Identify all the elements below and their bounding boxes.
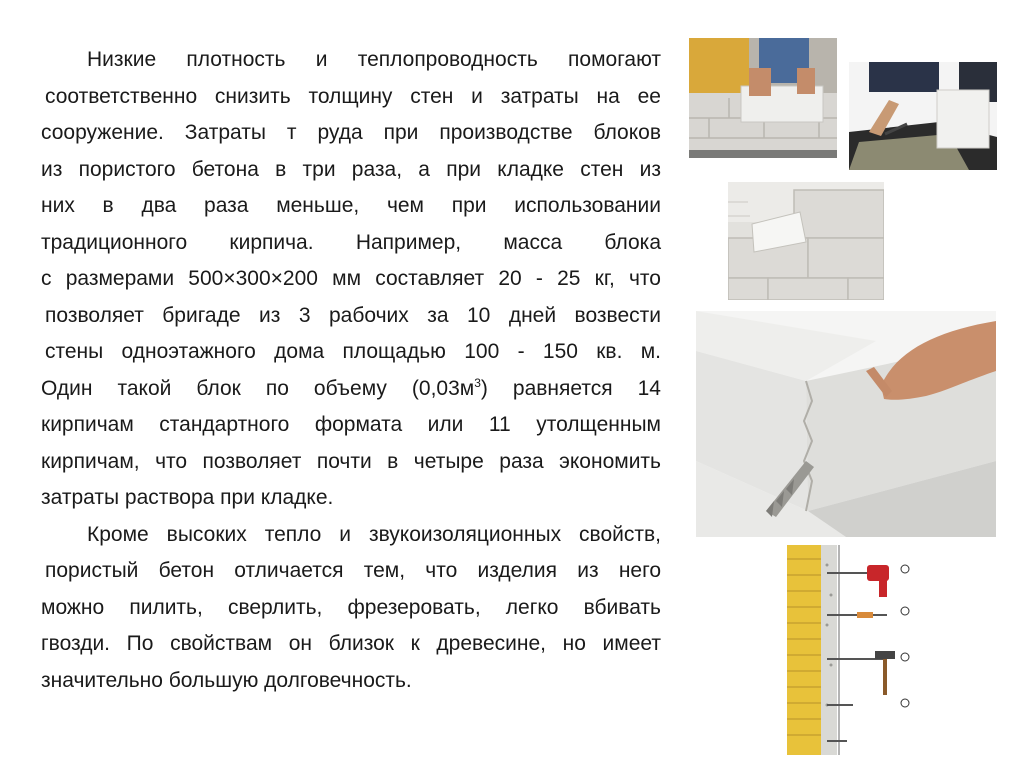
text-line: можно пилить, сверлить, фрезеровать, легко вбивать	[41, 595, 661, 619]
text-line: из пористого бетона в три раза, а при кладке стен из	[41, 157, 661, 181]
text-line: кирпичам стандартного формата или 11 утолщенным	[41, 413, 661, 436]
text-line: кирпичам, что позволяет почти в четыре раза экономить	[41, 449, 661, 473]
text-line: сооружение. Затраты т руда при производстве блоков	[41, 121, 661, 144]
block-wall-photo	[728, 182, 884, 300]
text-line: гвозди. По свойствам он близок к древесине, но имеет	[41, 632, 661, 655]
text-line: Один такой блок по объему $(0,03м^3)$ равняется 14	[41, 375, 661, 400]
text-line: стены одноэтажного дома площадью 100 - 150 кв. м.	[45, 340, 661, 363]
fastening-diagram-drill-hammer	[787, 545, 915, 755]
hand-placing-block-photo	[696, 311, 996, 537]
bricklayer-laying-block-photo	[689, 38, 837, 158]
text-line: них в два раза меньше, чем при использовании	[41, 194, 661, 217]
main-text	[41, 42, 661, 699]
text-line: соответственно снизить толщину стен и затраты на ее	[45, 84, 661, 108]
spreading-mortar-photo	[849, 62, 997, 170]
text-line: Низкие плотность и теплопроводность помогают	[87, 48, 661, 71]
text-line: затраты раствора при кладке.	[41, 486, 334, 509]
text-line: Кроме высоких тепло и звукоизоляционных свойств,	[87, 522, 661, 546]
text-line: пористый бетон отличается тем, что изделия из него	[45, 559, 661, 582]
text-line: традиционного кирпича. Например, масса блока	[41, 230, 661, 254]
text-line: с размерами 500×300×200 мм составляет 20 - 25 кг, что	[41, 267, 661, 290]
text-line: значительно большую долговечность.	[41, 668, 412, 692]
text-line: позволяет бригаде из 3 рабочих за 10 дней возвести	[45, 303, 661, 327]
